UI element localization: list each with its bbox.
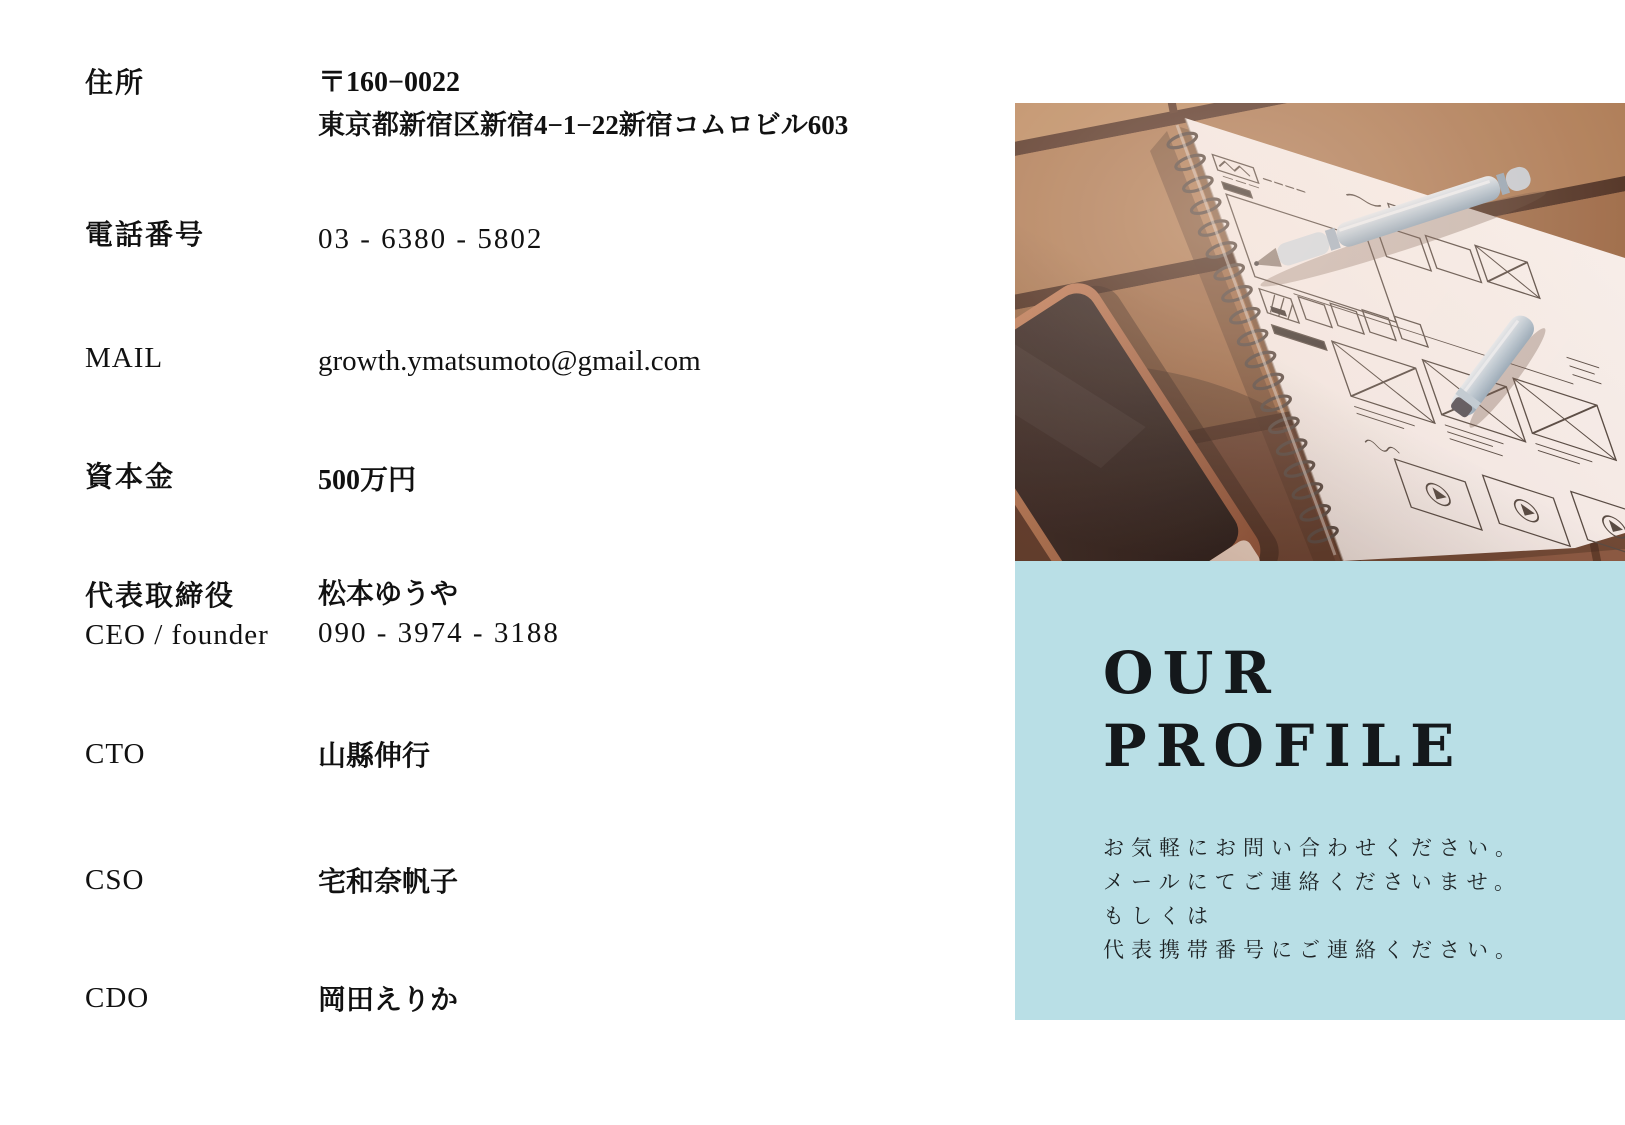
- postal-code: 〒160−0022: [318, 67, 460, 98]
- street-address: 東京都新宿区新宿4−1−22新宿コムロビル603: [318, 110, 849, 140]
- address-value: [318, 62, 848, 146]
- address-label: 住所: [85, 68, 146, 99]
- ceo-value: [318, 576, 560, 652]
- capital-label: 資本金: [85, 462, 176, 493]
- ceo-title-jp: 代表取締役: [85, 581, 236, 612]
- notebook-photo: [1015, 103, 1625, 561]
- contact-message-line: お気軽にお問い合わせください。: [1103, 836, 1523, 860]
- panel-title-line1: OUR: [1103, 639, 1281, 707]
- ceo-phone: 090 - 3974 - 3188: [318, 617, 560, 649]
- cso-label: CSO: [85, 864, 145, 896]
- cto-label: CTO: [85, 738, 146, 770]
- contact-message-line: もしくは: [1103, 904, 1215, 928]
- ceo-label: [85, 578, 269, 654]
- contact-message: [1103, 831, 1523, 967]
- phone-value: 03 - 6380 - 5802: [318, 223, 544, 255]
- profile-panel: [1015, 561, 1625, 1020]
- contact-message-line: メールにてご連絡くださいませ。: [1103, 870, 1522, 894]
- panel-title-line2: PROFILE: [1103, 712, 1464, 780]
- panel-title: [1103, 637, 1464, 783]
- cto-name: 山縣伸行: [318, 741, 431, 772]
- ceo-title-en: CEO / founder: [85, 619, 269, 651]
- capital-value: 500万円: [318, 465, 417, 496]
- cdo-label: CDO: [85, 982, 150, 1014]
- cso-name: 宅和奈帆子: [318, 867, 459, 898]
- mail-label: MAIL: [85, 342, 164, 374]
- contact-message-line: 代表携帯番号にご連絡ください。: [1103, 938, 1523, 962]
- ceo-name: 松本ゆうや: [318, 579, 459, 610]
- cdo-name: 岡田えりか: [318, 985, 459, 1016]
- phone-label: 電話番号: [85, 220, 206, 251]
- mail-value: growth.ymatsumoto@gmail.com: [318, 345, 701, 377]
- notebook-photo-art: [1015, 103, 1625, 561]
